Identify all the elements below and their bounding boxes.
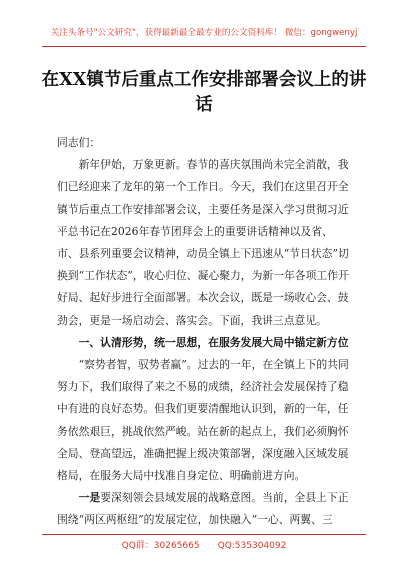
qq-contact-label: QQ:535304092 <box>217 541 287 551</box>
qq-group-label: QQ群：30265665 <box>121 541 200 551</box>
body-paragraph: 新年伊始，万象更新。春节的喜庆氛围尚未完全消散，我们已经迎来了龙年的第一个工作日。今天，我们在这里召开全镇节后重点工作安排部署会议，主要任务是深入学习贯彻习近平总书记在2026年春节团拜会上的重要讲话精神以及省、市、县系列重要会议精神，动员全镇上下迅速从“节日状态”切换到“工作状态”，收心归位、凝心聚力，为新一年各项工作开好局、起好步进行全面部署。本次会议，既是一场收心会、鼓劲会，更是一场启动会、落实会。下面，我讲三点意见。 <box>57 158 349 327</box>
document-title: 在XX镇节后重点工作安排部署会议上的讲话 <box>41 70 367 115</box>
header-banner: 关注头条号"公文研究"，获得最新最全最专业的公文资料库！ 微信：gongwenyj <box>50 28 358 38</box>
section-heading: 一、认清形势，统一思想，在服务发展大局中锚定新方位 <box>78 335 349 349</box>
body-paragraph <box>57 487 353 531</box>
document-body <box>57 132 353 532</box>
footer-banner <box>0 538 408 551</box>
paragraph-text: 要深刻领会县域发展的战略意图。当前，全县上下正围绕“两区两枢纽”的发展定位，加快融入“一心、两翼、三 <box>57 491 349 527</box>
footer-divider <box>42 534 366 535</box>
body-paragraph: “察势者智，驭势者赢”。过去的一年，在全镇上下的共同努力下，我们取得了来之不易的成绩，经济社会发展保持了稳中有进的良好态势。但我们更要清醒地认识到，新的一年，任务依然艰巨，挑战依然严峻。站在新的起点上，我们必须胸怀全局、登高望远，准确把握上级决策部署，深度融入区域发展格局，在服务大局中找准自身定位、明确前进方向。 <box>57 358 349 483</box>
header-divider <box>42 46 366 47</box>
salutation: 同志们： <box>57 136 101 149</box>
paragraph-lead: 一是 <box>78 491 101 505</box>
